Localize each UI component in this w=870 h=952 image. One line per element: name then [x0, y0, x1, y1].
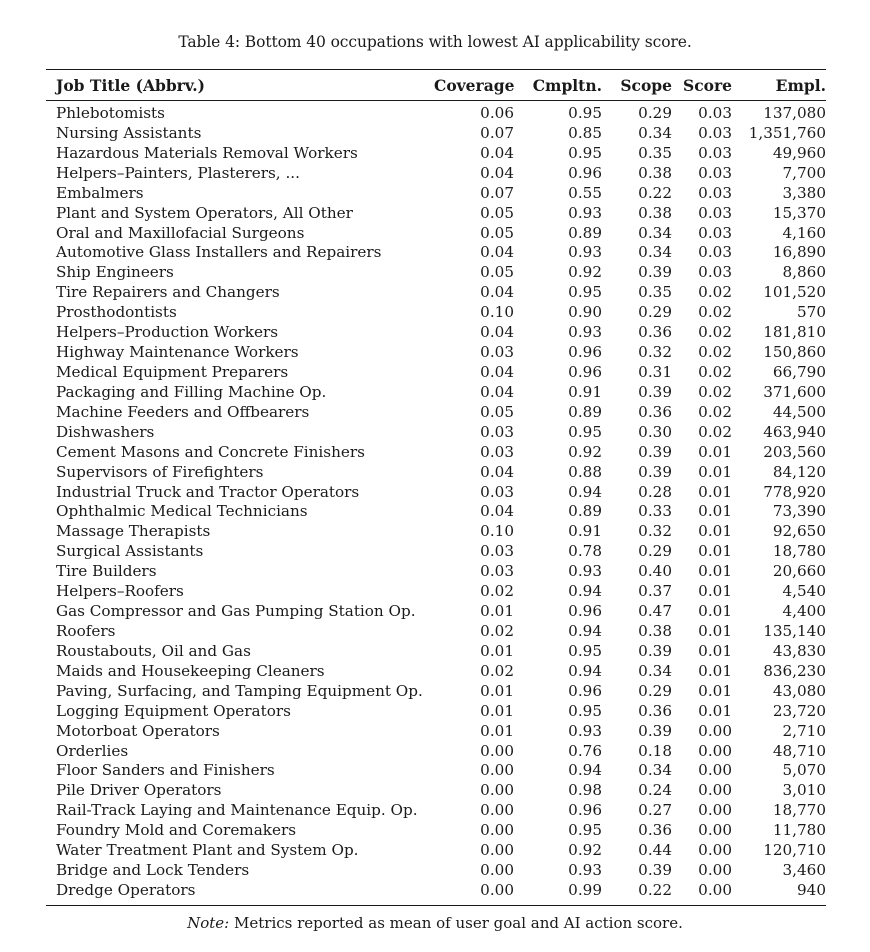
cell-job-title: Bridge and Lock Tenders [56, 861, 250, 880]
cell-score: 0.03 [698, 243, 732, 262]
table-row [46, 483, 836, 503]
cell-score: 0.01 [698, 582, 732, 601]
cell-job-title: Rail-Track Laying and Maintenance Equip. Op. [56, 801, 418, 820]
cell-score: 0.03 [698, 104, 732, 122]
header-score: Score [683, 75, 732, 95]
cell-score: 0.01 [698, 442, 732, 461]
cell-employment: 5,070 [782, 761, 826, 780]
cell-job-title: Maids and Housekeeping Cleaners [56, 661, 325, 680]
cell-employment: 16,890 [772, 243, 826, 262]
cell-score: 0.01 [698, 562, 732, 581]
cell-employment: 18,770 [772, 801, 826, 820]
cell-job-title: Roustabouts, Oil and Gas [56, 641, 251, 660]
table-row [46, 722, 836, 742]
cell-scope: 0.36 [638, 323, 672, 342]
table-row [46, 761, 836, 781]
cell-scope: 0.39 [638, 263, 672, 282]
cell-employment: 43,830 [772, 641, 826, 660]
cell-coverage: 0.00 [480, 861, 514, 880]
cell-job-title: Tire Repairers and Changers [56, 283, 280, 302]
table-row [46, 443, 836, 463]
cell-coverage: 0.03 [480, 562, 514, 581]
cell-completion: 0.98 [568, 781, 602, 800]
cell-job-title: Dredge Operators [56, 880, 196, 899]
cell-coverage: 0.04 [480, 323, 514, 342]
cell-completion: 0.93 [568, 562, 602, 581]
cell-employment: 836,230 [763, 661, 826, 680]
table-row [46, 861, 836, 881]
cell-score: 0.03 [698, 263, 732, 282]
cell-scope: 0.40 [638, 562, 672, 581]
cell-job-title: Logging Equipment Operators [56, 701, 291, 720]
cell-employment: 135,140 [763, 621, 826, 640]
cell-coverage: 0.04 [480, 283, 514, 302]
cell-employment: 4,400 [782, 602, 826, 621]
cell-coverage: 0.03 [480, 542, 514, 561]
cell-completion: 0.55 [568, 183, 602, 202]
cell-coverage: 0.10 [480, 303, 514, 322]
cell-employment: 463,940 [763, 422, 826, 441]
cell-coverage: 0.04 [480, 462, 514, 481]
cell-job-title: Ophthalmic Medical Technicians [56, 502, 308, 521]
cell-coverage: 0.03 [480, 343, 514, 362]
cell-job-title: Helpers–Production Workers [56, 323, 279, 342]
cell-job-title: Helpers–Painters, Plasterers, ... [56, 163, 300, 182]
cell-scope: 0.29 [638, 104, 672, 122]
cell-score: 0.03 [698, 163, 732, 182]
cell-completion: 0.93 [568, 323, 602, 342]
cell-completion: 0.94 [568, 661, 602, 680]
cell-employment: 49,960 [772, 143, 826, 162]
cell-employment: 48,710 [772, 741, 826, 760]
table-row [46, 303, 836, 323]
cell-score: 0.00 [698, 861, 732, 880]
cell-completion: 0.76 [568, 741, 602, 760]
cell-score: 0.02 [698, 323, 732, 342]
cell-completion: 0.89 [568, 502, 602, 521]
cell-score: 0.01 [698, 482, 732, 501]
cell-completion: 0.96 [568, 343, 602, 362]
cell-job-title: Plant and System Operators, All Other [56, 203, 353, 222]
cell-employment: 1,351,760 [748, 123, 826, 142]
cell-score: 0.02 [698, 402, 732, 421]
cell-job-title: Motorboat Operators [56, 721, 220, 740]
cell-job-title: Floor Sanders and Finishers [56, 761, 275, 780]
cell-coverage: 0.00 [480, 761, 514, 780]
table-row [46, 124, 836, 144]
cell-score: 0.02 [698, 362, 732, 381]
cell-completion: 0.95 [568, 641, 602, 660]
cell-scope: 0.30 [638, 422, 672, 441]
cell-job-title: Massage Therapists [56, 522, 211, 541]
cell-employment: 92,650 [772, 522, 826, 541]
cell-completion: 0.95 [568, 422, 602, 441]
cell-score: 0.01 [698, 681, 732, 700]
cell-job-title: Ship Engineers [56, 263, 174, 282]
cell-coverage: 0.03 [480, 482, 514, 501]
cell-coverage: 0.01 [480, 721, 514, 740]
cell-scope: 0.32 [638, 343, 672, 362]
cell-job-title: Cement Masons and Concrete Finishers [56, 442, 365, 461]
cell-score: 0.00 [698, 801, 732, 820]
cell-job-title: Helpers–Roofers [56, 582, 184, 601]
cell-employment: 15,370 [772, 203, 826, 222]
cell-completion: 0.93 [568, 243, 602, 262]
cell-score: 0.00 [698, 841, 732, 860]
cell-scope: 0.34 [638, 123, 672, 142]
cell-score: 0.00 [698, 761, 732, 780]
cell-coverage: 0.02 [480, 661, 514, 680]
cell-coverage: 0.00 [480, 741, 514, 760]
cell-score: 0.02 [698, 283, 732, 302]
cell-score: 0.00 [698, 721, 732, 740]
cell-coverage: 0.04 [480, 362, 514, 381]
cell-coverage: 0.01 [480, 681, 514, 700]
cell-scope: 0.39 [638, 462, 672, 481]
cell-job-title: Roofers [56, 621, 116, 640]
cell-score: 0.01 [698, 502, 732, 521]
cell-coverage: 0.00 [480, 880, 514, 899]
cell-coverage: 0.01 [480, 602, 514, 621]
table-note [0, 912, 870, 934]
cell-employment: 101,520 [763, 283, 826, 302]
cell-job-title: Prosthodontists [56, 303, 177, 322]
cell-score: 0.00 [698, 880, 732, 899]
table-row [46, 204, 836, 224]
cell-scope: 0.34 [638, 243, 672, 262]
cell-scope: 0.24 [638, 781, 672, 800]
cell-completion: 0.78 [568, 542, 602, 561]
cell-completion: 0.94 [568, 582, 602, 601]
cell-coverage: 0.01 [480, 641, 514, 660]
cell-employment: 18,780 [772, 542, 826, 561]
cell-score: 0.01 [698, 641, 732, 660]
cell-completion: 0.89 [568, 402, 602, 421]
cell-scope: 0.29 [638, 681, 672, 700]
cell-completion: 0.91 [568, 522, 602, 541]
cell-employment: 11,780 [772, 821, 826, 840]
note-text: Metrics reported as mean of user goal and AI action score. [234, 914, 683, 932]
table-row [46, 542, 836, 562]
cell-scope: 0.27 [638, 801, 672, 820]
table-row [46, 104, 836, 124]
cell-scope: 0.35 [638, 283, 672, 302]
cell-employment: 43,080 [772, 681, 826, 700]
cell-job-title: Packaging and Filling Machine Op. [56, 382, 327, 401]
cell-scope: 0.28 [638, 482, 672, 501]
cell-completion: 0.92 [568, 263, 602, 282]
cell-job-title: Hazardous Materials Removal Workers [56, 143, 358, 162]
cell-score: 0.03 [698, 183, 732, 202]
cell-coverage: 0.04 [480, 502, 514, 521]
cell-coverage: 0.03 [480, 422, 514, 441]
cell-completion: 0.92 [568, 442, 602, 461]
cell-scope: 0.37 [638, 582, 672, 601]
table-row [46, 383, 836, 403]
cell-score: 0.01 [698, 602, 732, 621]
cell-employment: 371,600 [763, 382, 826, 401]
cell-employment: 7,700 [782, 163, 826, 182]
cell-scope: 0.29 [638, 542, 672, 561]
cell-employment: 8,860 [782, 263, 826, 282]
cell-employment: 778,920 [763, 482, 826, 501]
cell-employment: 137,080 [763, 104, 826, 122]
table-row [46, 363, 836, 383]
cell-job-title: Nursing Assistants [56, 123, 202, 142]
cell-coverage: 0.00 [480, 801, 514, 820]
cell-employment: 3,460 [782, 861, 826, 880]
cell-scope: 0.18 [638, 741, 672, 760]
cell-coverage: 0.10 [480, 522, 514, 541]
cell-score: 0.00 [698, 821, 732, 840]
cell-coverage: 0.05 [480, 402, 514, 421]
cell-coverage: 0.01 [480, 701, 514, 720]
cell-score: 0.02 [698, 422, 732, 441]
cell-job-title: Phlebotomists [56, 104, 165, 122]
table-row [46, 403, 836, 423]
table-body [46, 104, 836, 901]
cell-employment: 2,710 [782, 721, 826, 740]
cell-scope: 0.35 [638, 143, 672, 162]
cell-scope: 0.22 [638, 183, 672, 202]
cell-coverage: 0.05 [480, 223, 514, 242]
table-row [46, 343, 836, 363]
cell-coverage: 0.06 [480, 104, 514, 122]
cell-score: 0.01 [698, 522, 732, 541]
cell-completion: 0.93 [568, 203, 602, 222]
cell-scope: 0.39 [638, 382, 672, 401]
cell-employment: 44,500 [772, 402, 826, 421]
table-row [46, 702, 836, 722]
cell-employment: 20,660 [772, 562, 826, 581]
cell-score: 0.03 [698, 223, 732, 242]
cell-completion: 0.85 [568, 123, 602, 142]
cell-employment: 3,380 [782, 183, 826, 202]
cell-completion: 0.96 [568, 801, 602, 820]
cell-completion: 0.94 [568, 482, 602, 501]
table-row [46, 642, 836, 662]
cell-score: 0.03 [698, 123, 732, 142]
header-job-title: Job Title (Abbrv.) [56, 75, 206, 95]
cell-job-title: Dishwashers [56, 422, 155, 441]
cell-scope: 0.39 [638, 861, 672, 880]
table-row [46, 522, 836, 542]
cell-employment: 3,010 [782, 781, 826, 800]
cell-coverage: 0.04 [480, 243, 514, 262]
cell-scope: 0.38 [638, 163, 672, 182]
occupations-table [46, 69, 826, 906]
note-label: Note: [187, 914, 230, 932]
cell-score: 0.01 [698, 661, 732, 680]
cell-job-title: Surgical Assistants [56, 542, 204, 561]
cell-scope: 0.39 [638, 721, 672, 740]
cell-completion: 0.95 [568, 283, 602, 302]
table-row [46, 164, 836, 184]
cell-completion: 0.90 [568, 303, 602, 322]
cell-job-title: Water Treatment Plant and System Op. [56, 841, 359, 860]
table-caption: Table 4: Bottom 40 occupations with lowest AI applicability score. [178, 33, 692, 51]
cell-scope: 0.34 [638, 661, 672, 680]
cell-score: 0.02 [698, 382, 732, 401]
cell-coverage: 0.05 [480, 203, 514, 222]
table-row [46, 582, 836, 602]
table-row [46, 144, 836, 164]
cell-employment: 181,810 [763, 323, 826, 342]
cell-completion: 0.91 [568, 382, 602, 401]
cell-coverage: 0.04 [480, 143, 514, 162]
cell-score: 0.01 [698, 462, 732, 481]
cell-completion: 0.95 [568, 104, 602, 122]
cell-scope: 0.36 [638, 821, 672, 840]
cell-job-title: Oral and Maxillofacial Surgeons [56, 223, 305, 242]
cell-completion: 0.93 [568, 721, 602, 740]
cell-scope: 0.34 [638, 223, 672, 242]
cell-coverage: 0.05 [480, 263, 514, 282]
table-row [46, 881, 836, 901]
cell-coverage: 0.03 [480, 442, 514, 461]
cell-scope: 0.39 [638, 442, 672, 461]
table-row [46, 602, 836, 622]
cell-completion: 0.95 [568, 143, 602, 162]
cell-job-title: Gas Compressor and Gas Pumping Station Op. [56, 602, 416, 621]
cell-job-title: Medical Equipment Preparers [56, 362, 289, 381]
cell-job-title: Highway Maintenance Workers [56, 343, 299, 362]
cell-coverage: 0.00 [480, 841, 514, 860]
cell-job-title: Supervisors of Firefighters [56, 462, 264, 481]
cell-job-title: Machine Feeders and Offbearers [56, 402, 310, 421]
cell-job-title: Paving, Surfacing, and Tamping Equipment Op. [56, 681, 423, 700]
table-row [46, 841, 836, 861]
cell-job-title: Pile Driver Operators [56, 781, 222, 800]
cell-employment: 4,540 [782, 582, 826, 601]
cell-employment: 940 [797, 880, 826, 899]
cell-job-title: Automotive Glass Installers and Repairers [56, 243, 382, 262]
cell-scope: 0.31 [638, 362, 672, 381]
cell-employment: 4,160 [782, 223, 826, 242]
cell-employment: 120,710 [763, 841, 826, 860]
table-row [46, 263, 836, 283]
table-row [46, 562, 836, 582]
table-row [46, 184, 836, 204]
header-completion: Cmpltn. [532, 75, 602, 95]
cell-job-title: Embalmers [56, 183, 144, 202]
cell-employment: 66,790 [772, 362, 826, 381]
table-row [46, 662, 836, 682]
cell-coverage: 0.00 [480, 781, 514, 800]
table-row [46, 682, 836, 702]
cell-coverage: 0.02 [480, 582, 514, 601]
cell-score: 0.03 [698, 203, 732, 222]
table-row [46, 502, 836, 522]
table-row [46, 224, 836, 244]
table-row [46, 323, 836, 343]
cell-completion: 0.93 [568, 861, 602, 880]
table-row [46, 423, 836, 443]
cell-score: 0.01 [698, 542, 732, 561]
cell-score: 0.03 [698, 143, 732, 162]
table-row [46, 742, 836, 762]
cell-score: 0.01 [698, 701, 732, 720]
cell-scope: 0.39 [638, 641, 672, 660]
header-employment: Empl. [775, 75, 826, 95]
table-row [46, 283, 836, 303]
header-coverage: Coverage [434, 75, 515, 95]
cell-employment: 23,720 [772, 701, 826, 720]
cell-scope: 0.36 [638, 402, 672, 421]
cell-completion: 0.88 [568, 462, 602, 481]
cell-employment: 203,560 [763, 442, 826, 461]
table-row [46, 801, 836, 821]
header-scope: Scope [620, 75, 672, 95]
table-row [46, 463, 836, 483]
cell-coverage: 0.04 [480, 163, 514, 182]
cell-completion: 0.94 [568, 621, 602, 640]
table-header [46, 70, 836, 100]
cell-completion: 0.89 [568, 223, 602, 242]
cell-score: 0.01 [698, 621, 732, 640]
cell-coverage: 0.02 [480, 621, 514, 640]
cell-scope: 0.32 [638, 522, 672, 541]
cell-scope: 0.38 [638, 621, 672, 640]
cell-completion: 0.96 [568, 362, 602, 381]
header-row [46, 70, 836, 100]
cell-completion: 0.99 [568, 880, 602, 899]
cell-score: 0.02 [698, 343, 732, 362]
cell-completion: 0.95 [568, 821, 602, 840]
cell-completion: 0.95 [568, 701, 602, 720]
table-row [46, 781, 836, 801]
cell-job-title: Foundry Mold and Coremakers [56, 821, 297, 840]
cell-score: 0.02 [698, 303, 732, 322]
cell-score: 0.00 [698, 781, 732, 800]
cell-coverage: 0.00 [480, 821, 514, 840]
cell-job-title: Industrial Truck and Tractor Operators [56, 482, 360, 501]
cell-completion: 0.92 [568, 841, 602, 860]
cell-completion: 0.94 [568, 761, 602, 780]
cell-scope: 0.22 [638, 880, 672, 899]
cell-coverage: 0.07 [480, 123, 514, 142]
cell-employment: 73,390 [772, 502, 826, 521]
cell-completion: 0.96 [568, 681, 602, 700]
cell-employment: 150,860 [763, 343, 826, 362]
cell-job-title: Orderlies [56, 741, 129, 760]
cell-scope: 0.34 [638, 761, 672, 780]
cell-employment: 84,120 [772, 462, 826, 481]
cell-coverage: 0.07 [480, 183, 514, 202]
table-row [46, 821, 836, 841]
cell-employment: 570 [797, 303, 826, 322]
cell-job-title: Tire Builders [56, 562, 157, 581]
cell-scope: 0.36 [638, 701, 672, 720]
cell-coverage: 0.04 [480, 382, 514, 401]
cell-completion: 0.96 [568, 163, 602, 182]
cell-completion: 0.96 [568, 602, 602, 621]
cell-scope: 0.29 [638, 303, 672, 322]
cell-scope: 0.44 [638, 841, 672, 860]
table-row [46, 243, 836, 263]
cell-scope: 0.33 [638, 502, 672, 521]
table-row [46, 622, 836, 642]
cell-scope: 0.47 [638, 602, 672, 621]
bottom-rule [46, 905, 826, 906]
cell-score: 0.00 [698, 741, 732, 760]
cell-scope: 0.38 [638, 203, 672, 222]
